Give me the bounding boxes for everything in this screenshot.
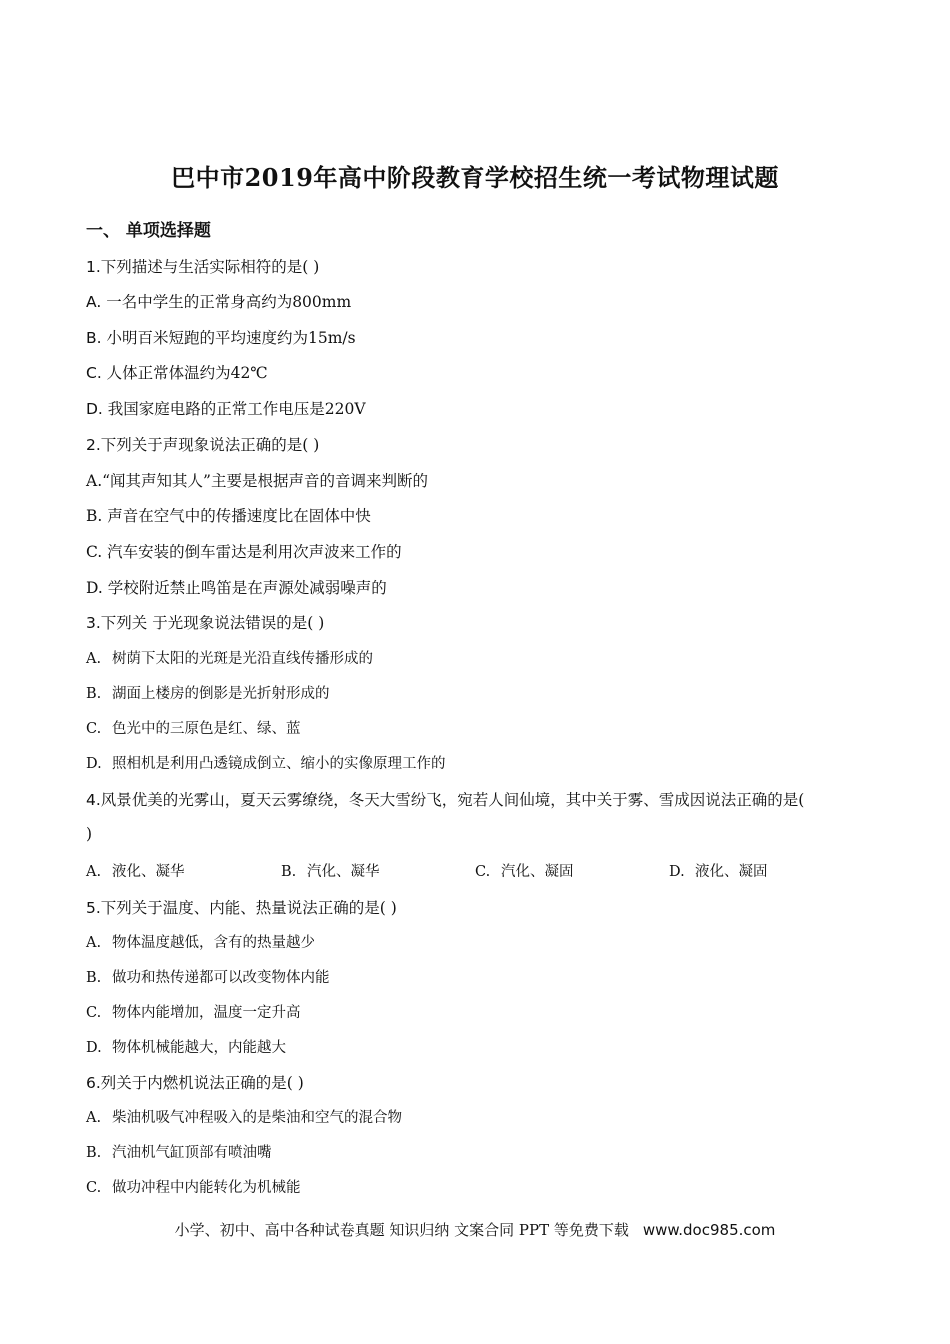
option-6b [86, 1141, 272, 1162]
question-4 [86, 788, 804, 810]
option-5d [86, 1036, 286, 1057]
option-text: “闻其声知其人”主要是根据声音的音调来判断的 [102, 472, 428, 490]
option-text: 声音在空气中的传播速度比在固体中快 [102, 507, 371, 525]
option-text: 柴油机吸气冲程吸入的是柴油和空气的混合物 [112, 1110, 402, 1126]
question-4-continued: ) [86, 825, 93, 843]
option-text: 人体正常体温约为42℃ [101, 364, 268, 382]
option-3d [86, 752, 446, 773]
question-5 [86, 896, 397, 918]
option-2d [86, 576, 387, 598]
question-number: 3. [86, 614, 101, 632]
page-footer [0, 1219, 950, 1240]
option-text: 树荫下太阳的光斑是光沿直线传播形成的 [112, 651, 373, 667]
option-letter: B. [86, 686, 102, 702]
option-text: 做功冲程中内能转化为机械能 [112, 1180, 301, 1196]
option-text: 汽油机气缸顶部有喷油嘴 [112, 1145, 272, 1161]
question-text: 风景优美的光雾山，夏天云雾缭绕，冬天大雪纷飞，宛若人间仙境，其中关于雾、雪成因说法正确的是( [100, 791, 805, 809]
option-text: 液化、凝华 [112, 864, 185, 880]
option-letter: C. [86, 543, 103, 561]
option-5b [86, 966, 330, 987]
question-number: 4. [86, 791, 101, 809]
question-number: 5. [86, 899, 101, 917]
question-text: 下列关于温度、内能、热量说法正确的是( ) [100, 899, 397, 917]
option-4c [475, 860, 574, 881]
option-2b [86, 504, 371, 526]
option-letter: B. [86, 1145, 102, 1161]
option-1d [86, 397, 366, 419]
option-letter: A. [86, 935, 102, 951]
option-text: 色光中的三原色是红、绿、蓝 [112, 721, 301, 737]
page-title: 巴中市2019年高中阶段教育学校招生统一考试物理试题 [171, 163, 779, 192]
option-text: 照相机是利用凸透镜成倒立、缩小的实像原理工作的 [112, 756, 446, 772]
option-letter: C. [86, 364, 102, 382]
option-letter: D. [86, 756, 102, 772]
footer-link[interactable]: www.doc985.com [642, 1221, 776, 1239]
question-text: 下列关于声现象说法正确的是( ) [100, 436, 320, 454]
option-letter: A. [86, 864, 102, 880]
question-number: 2. [86, 436, 101, 454]
option-text: 物体温度越低，含有的热量越少 [112, 935, 315, 951]
option-5c [86, 1001, 301, 1022]
option-text: 小明百米短跑的平均速度约为15m/s [101, 329, 356, 347]
section-heading: 一、 单项选择题 [86, 221, 211, 241]
question-number: 6. [86, 1074, 101, 1092]
question-6 [86, 1071, 304, 1093]
option-3b [86, 682, 330, 703]
option-5a [86, 931, 315, 952]
question-1 [86, 255, 319, 277]
option-2a [86, 469, 428, 491]
option-letter: B. [86, 970, 102, 986]
option-1c [86, 361, 268, 383]
option-3c [86, 717, 301, 738]
option-letter: B. [86, 329, 102, 347]
option-letter: A. [86, 1110, 102, 1126]
option-text: 汽车安装的倒车雷达是利用次声波来工作的 [102, 543, 402, 561]
option-letter: C. [86, 1180, 102, 1196]
option-text: 液化、凝固 [695, 864, 768, 880]
option-letter: C. [86, 1005, 102, 1021]
option-4b [281, 860, 380, 881]
option-letter: C. [86, 721, 102, 737]
option-6c [86, 1176, 301, 1197]
question-text: 下列描述与生活实际相符的是( ) [100, 258, 320, 276]
option-1a [86, 290, 351, 312]
option-letter: D. [86, 400, 103, 418]
question-2 [86, 433, 319, 455]
question-text: 下列关 于光现象说法错误的是( ) [100, 614, 325, 632]
option-1b [86, 326, 356, 348]
question-3 [86, 611, 324, 633]
option-letter: B. [86, 507, 103, 525]
option-text: 一名中学生的正常身高约为800mm [101, 293, 352, 311]
option-letter: A. [86, 472, 103, 490]
question-text: 列关于内燃机说法正确的是( ) [100, 1074, 304, 1092]
option-letter: A. [86, 293, 102, 311]
option-3a [86, 647, 373, 668]
option-letter: A. [86, 651, 102, 667]
option-text: 学校附近禁止鸣笛是在声源处减弱噪声的 [102, 579, 387, 597]
option-letter: D. [669, 864, 685, 880]
option-letter: B. [281, 864, 297, 880]
option-6a [86, 1106, 402, 1127]
option-4d [669, 860, 768, 881]
option-letter: C. [475, 864, 491, 880]
question-number: 1. [86, 258, 101, 276]
option-text: 湖面上楼房的倒影是光折射形成的 [112, 686, 330, 702]
option-4a [86, 860, 185, 881]
option-text: 物体机械能越大，内能越大 [112, 1040, 286, 1056]
option-text: 我国家庭电路的正常工作电压是220V [102, 400, 366, 418]
option-text: 汽化、凝华 [307, 864, 380, 880]
option-2c [86, 540, 402, 562]
footer-text: 小学、初中、高中各种试卷真题 知识归纳 文案合同 PPT 等免费下载 [174, 1221, 629, 1239]
option-text: 物体内能增加，温度一定升高 [112, 1005, 301, 1021]
option-letter: D. [86, 1040, 102, 1056]
option-letter: D. [86, 579, 103, 597]
option-text: 汽化、凝固 [501, 864, 574, 880]
option-text: 做功和热传递都可以改变物体内能 [112, 970, 330, 986]
